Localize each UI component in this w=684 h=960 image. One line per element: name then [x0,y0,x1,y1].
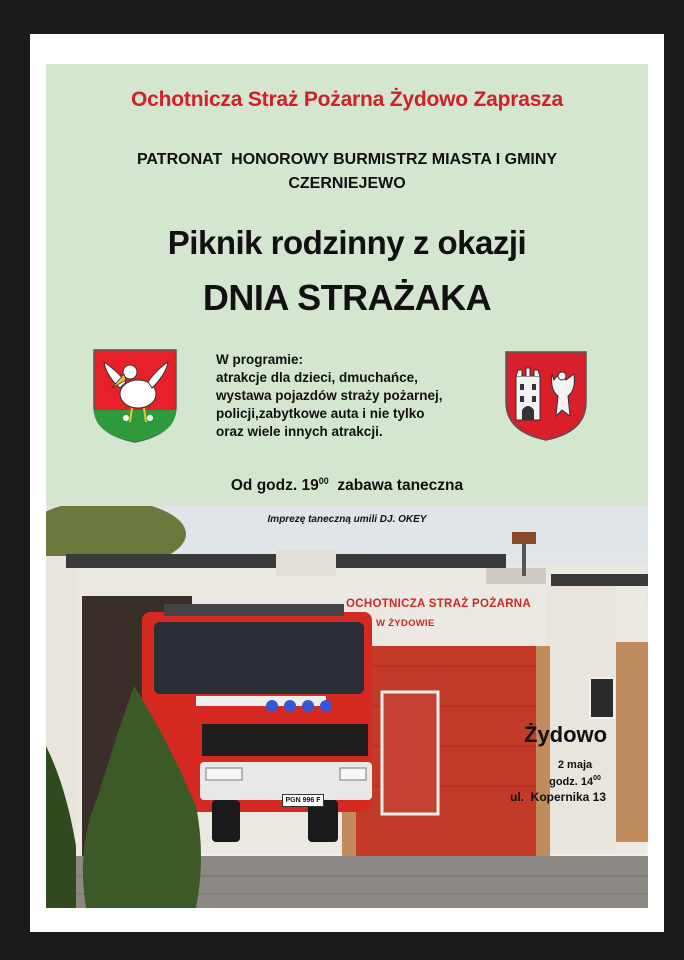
info-panel [46,64,648,540]
dj-credit: Imprezę taneczną umili DJ. OKEY [267,514,427,525]
event-date-time [534,758,616,789]
event-title-line-1: Piknik rodzinny z okazji [167,224,527,261]
program-line: policji,zabytkowe auta i nie tylko [216,406,425,421]
patronage-line-1: PATRONAT HONOROWY BURMISTRZ MIASTA I GMINY [136,151,558,168]
program-line: atrakcje dla dzieci, dmuchańce, [216,370,418,385]
dance-label: zabawa taneczna [337,477,464,494]
station-sign-line-1: OCHOTNICZA STRAŻ POŻARNA [346,598,532,610]
event-address: ul. Kopernika 13 [510,790,607,804]
station-sign-line-2: W ŻYDOWIE [376,618,435,629]
event-time-hour: godz. 14 [549,776,594,788]
patronage-line-2: CZERNIEJEWO [288,175,406,192]
truck-license-plate: PGN 996 F [282,794,324,807]
program-line: wystawa pojazdów straży pożarnej, [216,388,443,403]
invite-heading: Ochotnicza Straż Pożarna Żydowo Zaprasza [131,88,563,111]
event-time-minutes: 00 [593,775,601,782]
dance-time: Od godz. 19 [230,477,319,494]
program-line: oraz wiele innych atrakcji. [216,424,383,439]
program-list [216,351,496,441]
fire-station-illustration [46,506,648,908]
town-crest-icon [504,350,588,442]
event-time [534,772,616,789]
pelican-crest-icon [92,348,178,444]
patronage-text [46,148,648,196]
fire-station-photo [46,506,648,908]
dance-time-minutes: 00 [318,476,329,486]
event-date: 2 maja [557,759,593,771]
program-heading: W programie: [216,352,304,367]
event-place: Żydowo [524,722,608,747]
dance-info [46,476,648,495]
event-title-line-2: DNIA STRAŻAKA [202,277,492,318]
poster [30,34,664,932]
